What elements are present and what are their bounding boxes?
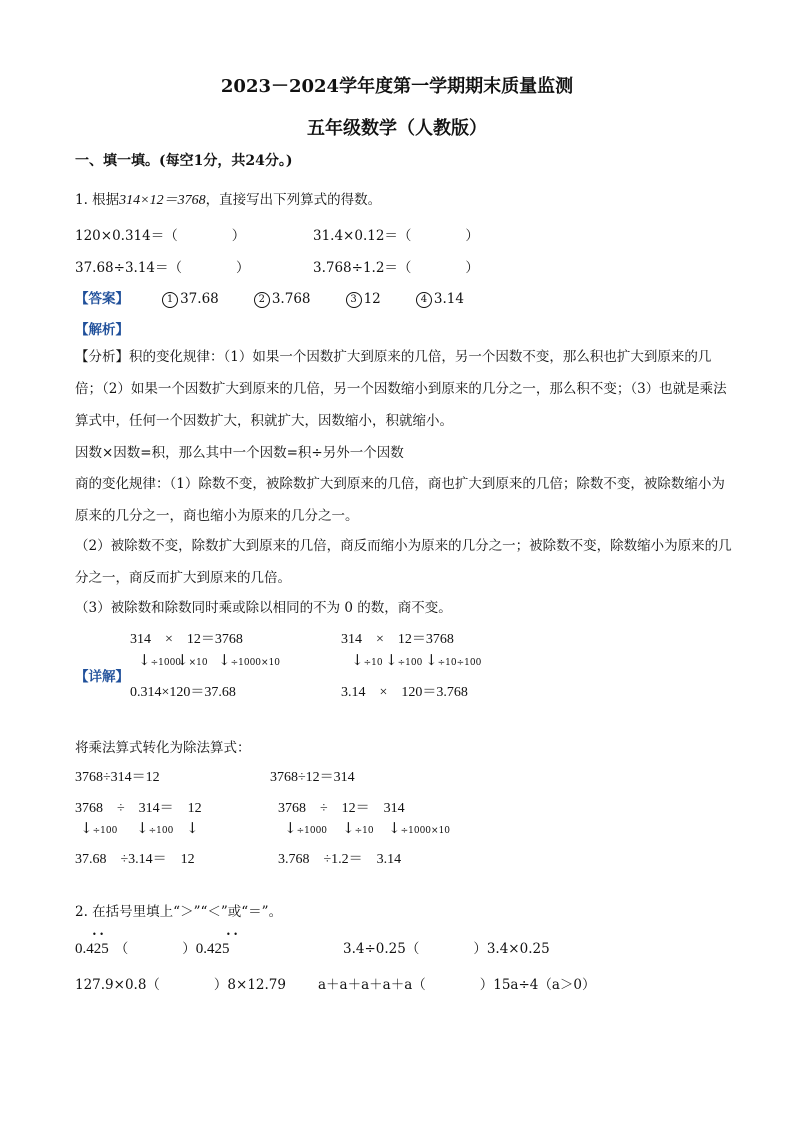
analysis-paragraph-1: 【分析】积的变化规律：（1）如果一个因数扩大到原来的几倍，另一个因数不变，那么积也扩大到原来的几倍；（2）如果一个因数扩大到原来的几倍，另一个因数缩小到原来的几分之一，那么积不变；（3）也就是乘法算式中，任何一个因数扩大，积就扩大，因数缩小，积就缩小。 — [75, 349, 727, 429]
division-2: 3768÷12＝314 — [270, 770, 355, 785]
repeating-decimal-1: 0.425 — [75, 941, 109, 957]
page-subtitle: 五年级数学（人教版） — [307, 118, 487, 139]
analysis-paragraph-5: （3）被除数和除数同时乘或除以相同的不为 0 的数，商不变。 — [75, 600, 452, 616]
repeat-dots-2: • • — [226, 930, 238, 939]
example-2-bottom: 3.768 ÷1.2＝ 3.14 — [278, 852, 402, 867]
example-2-arrow-1: ↓÷1000 — [284, 819, 328, 837]
question-1-formula: 314×12＝3768 — [119, 193, 206, 208]
convert-label: 将乘法算式转化为除法算式： — [75, 740, 251, 756]
example-1-arrow-1: ↓÷100 — [80, 819, 118, 837]
q2-row-2-left: 127.9×0.8（ ）8×12.79 — [75, 977, 286, 993]
detail-2-top: 314 × 12＝3768 — [341, 632, 454, 647]
division-1: 3768÷314＝12 — [75, 770, 160, 785]
detail-2-arrow-2: ↓÷100 — [385, 651, 423, 669]
repeating-decimal-2: 0.425 — [195, 941, 230, 957]
detail-1-arrow-3: ↓÷1000×10 — [218, 651, 281, 669]
q1-item-1: 120×0.314＝（ ） — [75, 228, 246, 244]
example-1-bottom: 37.68 ÷3.14＝ 12 — [75, 852, 195, 867]
example-2-arrow-2: ↓÷10 — [342, 819, 374, 837]
detail-1-arrow-2: ↓×10 — [176, 651, 208, 669]
analysis-tag: 【解析】 — [75, 322, 129, 338]
answer-3: 3 12 — [346, 291, 381, 307]
detail-1-bottom: 0.314×120＝37.68 — [130, 685, 236, 700]
answer-1: 1 37.68 — [162, 291, 219, 307]
question-2-prompt: 2. 在括号里填上“＞”“＜”或“＝”。 — [75, 904, 283, 920]
example-2-arrow-3: ↓÷1000×10 — [388, 819, 451, 837]
answer-row — [75, 287, 464, 308]
detail-2-bottom: 3.14 × 120＝3.768 — [341, 685, 468, 700]
question-1-suffix: ，直接写出下列算式的得数。 — [205, 192, 382, 208]
q1-item-4: 3.768÷1.2＝（ ） — [313, 260, 479, 276]
q1-item-2: 31.4×0.12＝（ ） — [313, 228, 479, 244]
page-title: 2023－2024学年度第一学期期末质量监测 — [220, 76, 574, 97]
q2-row-1-right: 3.4÷0.25（ ）3.4×0.25 — [343, 941, 550, 957]
q2-row-2-right: a＋a＋a＋a＋a（ ）15a÷4（a＞0） — [318, 977, 596, 993]
answer-tag: 【答案】 — [75, 291, 129, 307]
blank-1: （ ） — [114, 941, 196, 957]
detail-1-arrow-1: ↓÷1000 — [138, 651, 182, 669]
answer-4: 4 3.14 — [416, 291, 464, 307]
q1-item-3: 37.68÷3.14＝（ ） — [75, 260, 250, 276]
repeat-dots-1: • • — [92, 930, 104, 939]
detail-1-top: 314 × 12＝3768 — [130, 632, 243, 647]
section-heading: 一、填一填。(每空1分，共24分。) — [75, 153, 293, 169]
question-1-prompt — [75, 188, 381, 209]
example-1-top: 3768 ÷ 314＝ 12 — [75, 801, 202, 816]
detail-tag: 【详解】 — [75, 669, 129, 685]
analysis-paragraph-3: 商的变化规律：（1）除数不变，被除数扩大到原来的几倍，商也扩大到原来的几倍；除数不变，被除数缩小为原来的几分之一，商也缩小为原来的几分之一。 — [75, 476, 725, 524]
example-1-arrow-3: ↓ — [186, 819, 199, 837]
analysis-paragraph-2: 因数×因数=积，那么其中一个因数=积÷另外一个因数 — [75, 445, 404, 461]
analysis-paragraph-4: （2）被除数不变，除数扩大到原来的几倍，商反而缩小为原来的几分之一；被除数不变，除数缩小为原来的几分之一，商反而扩大到原来的几倍。 — [75, 538, 732, 586]
answer-2: 2 3.768 — [254, 291, 311, 307]
example-1-arrow-2: ↓÷100 — [136, 819, 174, 837]
detail-2-arrow-3: ↓÷10÷100 — [425, 651, 482, 669]
question-1-prefix: 1. 根据 — [75, 192, 120, 208]
detail-2-arrow-1: ↓÷10 — [351, 651, 383, 669]
q2-row-1-left — [75, 937, 230, 958]
example-2-top: 3768 ÷ 12＝ 314 — [278, 801, 405, 816]
